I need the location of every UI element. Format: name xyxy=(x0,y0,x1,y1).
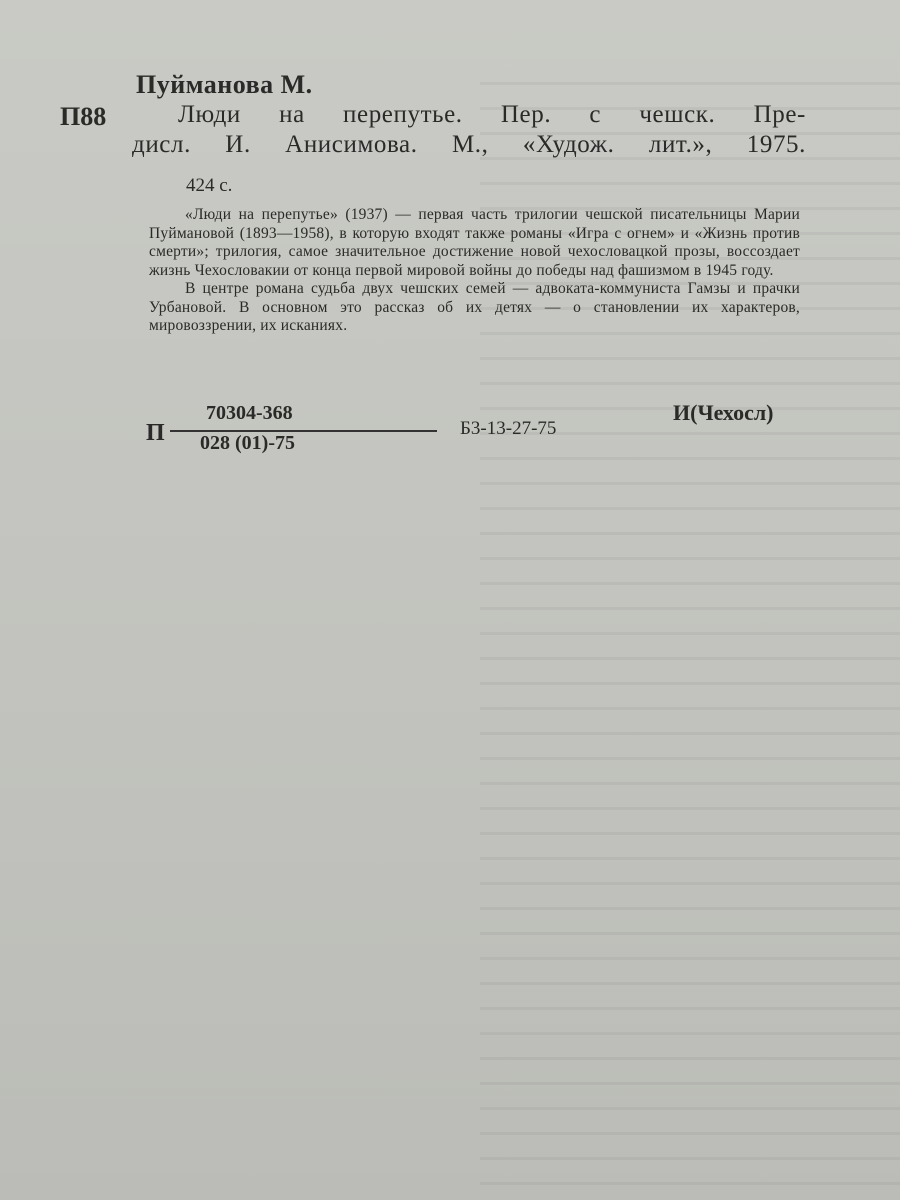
author-name: Пуйманова М. xyxy=(136,70,313,99)
bbk-numerator: 70304-368 xyxy=(206,402,293,424)
classification-code: И(Чехосл) xyxy=(673,400,774,425)
page-count: 424 с. xyxy=(186,175,233,196)
annotation-paragraph-2: В центре романа судьба двух чешских семей — адвоката-коммуниста Гамзы и прачки Урбановой. В основном это рассказ об их детях — о становлении их характеров, мировоззрении, их исканиях. xyxy=(149,280,800,334)
bbk-letter: П xyxy=(146,420,165,446)
library-code: П88 xyxy=(60,102,107,131)
title-line-2: дисл. И. Анисимова. М., «Худож. лит.», 1975. xyxy=(132,131,806,158)
annotation xyxy=(149,206,800,336)
bbk-denominator: 028 (01)-75 xyxy=(200,432,295,454)
title-line-1: Люди на перепутье. Пер. с чешск. Пре- xyxy=(178,101,806,128)
bbk-index: Б3-13-27-75 xyxy=(460,418,557,439)
annotation-paragraph-1: «Люди на перепутье» (1937) — первая часть трилогии чешской писательницы Марии Пуймановой (1893—1958), в которую входят также романы «Игра с огнем» и «Жизнь против смерти»; трилогия, самое значительное достижение новой чехословацкой прозы, воссоздает жизнь Чехословакии от конца первой мировой войны до победы над фашизмом в 1945 году. xyxy=(149,206,800,279)
title-block xyxy=(132,100,806,160)
